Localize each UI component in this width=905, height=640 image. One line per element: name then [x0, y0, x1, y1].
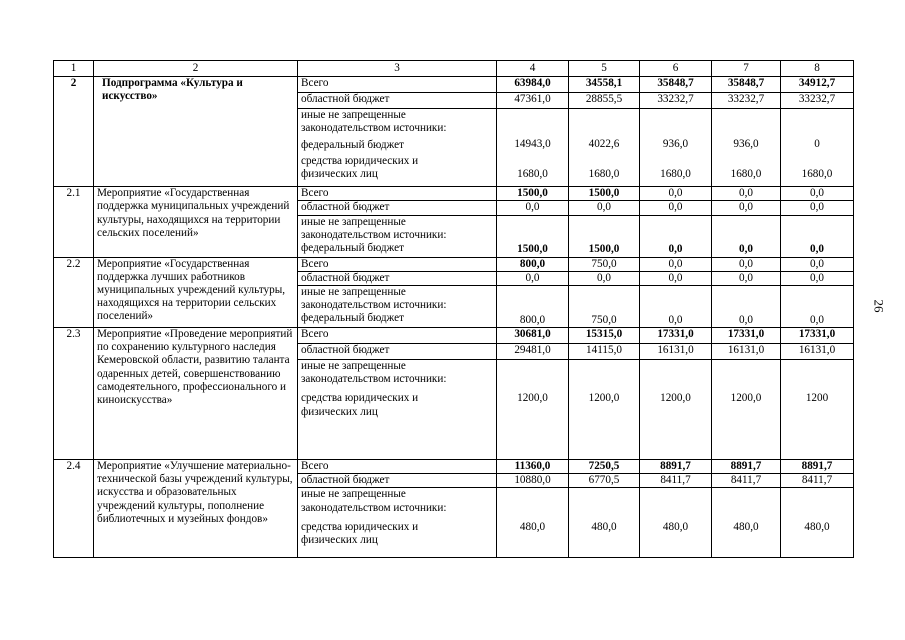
value-cell: 30681,0: [497, 328, 569, 344]
value-cell: 0,0: [569, 271, 640, 285]
value-cell: 750,0: [569, 286, 640, 328]
source-label: областной бюджет: [298, 93, 497, 109]
source-label: законодательством источники:: [301, 373, 447, 386]
source-label-group: [298, 215, 497, 257]
row-number: 2.1: [54, 187, 94, 257]
value-cell: 6770,5: [569, 474, 640, 488]
value-cell: 0,0: [497, 201, 569, 215]
value-cell: 800,0: [497, 257, 569, 271]
header-cell: 2: [94, 61, 298, 77]
source-label: иные не запрещенные: [301, 109, 406, 122]
row-number: 2: [54, 77, 94, 187]
value-cell: 0,0: [712, 187, 781, 201]
value-cell: 33232,7: [640, 93, 712, 109]
value-cell: 1680,0: [588, 168, 620, 181]
value-cell: 0,0: [781, 187, 854, 201]
table-row: [54, 257, 854, 271]
value-cell: 1680,0: [730, 168, 762, 181]
header-cell: 7: [712, 61, 781, 77]
value-cell: 8411,7: [781, 474, 854, 488]
value-cell: 1680,0: [801, 168, 833, 181]
value-cell: 0,0: [640, 257, 712, 271]
value-cell: 1500,0: [569, 215, 640, 257]
source-label: законодательством источники:: [301, 501, 447, 514]
value-cell: 47361,0: [497, 93, 569, 109]
value-cell: 0,0: [781, 215, 854, 257]
row-number: 2.3: [54, 328, 94, 460]
source-label: физических лиц: [301, 168, 378, 181]
value-cell: 1500,0: [497, 215, 569, 257]
value-cell: 0,0: [712, 201, 781, 215]
value-cell: 28855,5: [569, 93, 640, 109]
value-cell: 750,0: [569, 257, 640, 271]
value-cell: 480,0: [781, 488, 854, 558]
value-cell: 800,0: [497, 286, 569, 328]
value-cell: 0,0: [712, 271, 781, 285]
source-label: федеральный бюджет: [301, 242, 404, 255]
value-group: [712, 109, 781, 187]
source-label: законодательством источники:: [301, 122, 447, 135]
activity-name: Мероприятие «Улучшение материально-технической базы учреждений культуры, искусства и образовательных учреждений культуры, пополнение библиотечных и музейных фондов»: [94, 460, 298, 558]
value-cell: 0,0: [781, 286, 854, 328]
value-cell: 480,0: [712, 488, 781, 558]
value-group: [569, 109, 640, 187]
header-cell: 4: [497, 61, 569, 77]
value-cell: 0,0: [640, 286, 712, 328]
value-cell: 10880,0: [497, 474, 569, 488]
value-cell: 8891,7: [640, 460, 712, 474]
source-label: иные не запрещенные: [301, 488, 406, 501]
value-cell: 0,0: [640, 271, 712, 285]
value-cell: 0,0: [712, 215, 781, 257]
source-label-group: [298, 360, 497, 460]
source-label-group: [298, 109, 497, 187]
source-label: Всего: [298, 257, 497, 271]
header-cell: 8: [781, 61, 854, 77]
source-label: Всего: [298, 328, 497, 344]
source-label: законодательством источники:: [301, 299, 447, 312]
value-cell: 936,0: [662, 138, 689, 151]
value-group: [640, 109, 712, 187]
page-number: 26: [871, 299, 887, 313]
value-cell: 0,0: [497, 271, 569, 285]
value-cell: 480,0: [569, 488, 640, 558]
value-cell: 1200: [781, 360, 854, 460]
activity-name: Мероприятие «Государственная поддержка муниципальных учреждений культуры, находящихся на территории сельских поселений»: [94, 187, 298, 257]
value-cell: 35848,7: [712, 77, 781, 93]
value-cell: 1680,0: [660, 168, 691, 181]
source-label: иные не запрещенные: [301, 360, 406, 373]
table-row: [54, 187, 854, 201]
budget-table: [53, 60, 854, 558]
table-row: [54, 77, 854, 93]
value-cell: 480,0: [497, 488, 569, 558]
source-label: Всего: [298, 77, 497, 93]
value-cell: 0,0: [712, 286, 781, 328]
value-cell: 34558,1: [569, 77, 640, 93]
source-label: иные не запрещенные: [301, 286, 406, 299]
value-cell: 0,0: [640, 215, 712, 257]
value-cell: 17331,0: [781, 328, 854, 344]
value-cell: 0,0: [781, 271, 854, 285]
value-cell: 16131,0: [781, 344, 854, 360]
value-cell: 0: [814, 138, 820, 151]
value-cell: 0,0: [712, 257, 781, 271]
value-cell: 1200,0: [569, 360, 640, 460]
value-cell: 0,0: [640, 187, 712, 201]
value-cell: 0,0: [781, 201, 854, 215]
source-label: законодательством источники:: [301, 228, 447, 241]
value-cell: 1200,0: [712, 360, 781, 460]
source-label: областной бюджет: [298, 344, 497, 360]
value-cell: 17331,0: [640, 328, 712, 344]
row-number: 2.4: [54, 460, 94, 558]
source-label: Всего: [298, 460, 497, 474]
activity-name: Мероприятие «Проведение мероприятий по сохранению культурного наследия Кемеровской области, развитию таланта одаренных детей, совершенствованию самодеятельного, профессионального и киноискусства»: [94, 328, 298, 460]
value-cell: 0,0: [781, 257, 854, 271]
value-cell: 0,0: [640, 201, 712, 215]
value-cell: 1680,0: [517, 168, 548, 181]
value-cell: 14115,0: [569, 344, 640, 360]
activity-name: Мероприятие «Государственная поддержка лучших работников муниципальных учреждений культуры, находящихся на территории сельских поселений»: [94, 257, 298, 327]
value-cell: 63984,0: [497, 77, 569, 93]
value-cell: 16131,0: [640, 344, 712, 360]
table-row: [54, 460, 854, 474]
value-cell: 1200,0: [640, 360, 712, 460]
value-cell: 936,0: [733, 138, 759, 151]
source-label-group: [298, 488, 497, 558]
source-label: физических лиц: [301, 534, 378, 547]
header-cell: 3: [298, 61, 497, 77]
source-label: Всего: [298, 187, 497, 201]
value-group: [497, 109, 569, 187]
value-cell: 1500,0: [497, 187, 569, 201]
source-label-group: [298, 286, 497, 328]
source-label: физических лиц: [301, 405, 378, 418]
value-cell: 8891,7: [712, 460, 781, 474]
source-label: средства юридических и: [301, 154, 419, 167]
value-cell: 8411,7: [712, 474, 781, 488]
value-cell: 33232,7: [781, 93, 854, 109]
header-cell: 6: [640, 61, 712, 77]
source-label: областной бюджет: [298, 474, 497, 488]
value-cell: 8891,7: [781, 460, 854, 474]
value-cell: 1200,0: [497, 360, 569, 460]
value-cell: 11360,0: [497, 460, 569, 474]
header-cell: 1: [54, 61, 94, 77]
value-cell: 480,0: [640, 488, 712, 558]
value-cell: 0,0: [569, 201, 640, 215]
header-row: [54, 61, 854, 77]
value-cell: 4022,6: [588, 138, 620, 151]
value-cell: 15315,0: [569, 328, 640, 344]
value-cell: 35848,7: [640, 77, 712, 93]
value-cell: 16131,0: [712, 344, 781, 360]
value-cell: 33232,7: [712, 93, 781, 109]
source-label: федеральный бюджет: [301, 312, 404, 325]
header-cell: 5: [569, 61, 640, 77]
value-group: [781, 109, 854, 187]
value-cell: 7250,5: [569, 460, 640, 474]
source-label: иные не запрещенные: [301, 215, 406, 228]
source-label: средства юридических и: [301, 392, 419, 405]
program-name: Подпрограмма «Культура и искусство»: [94, 77, 298, 187]
table-row: [54, 328, 854, 344]
source-label: областной бюджет: [298, 201, 497, 215]
value-cell: 8411,7: [640, 474, 712, 488]
source-label: средства юридических и: [301, 520, 419, 533]
value-cell: 29481,0: [497, 344, 569, 360]
source-label: федеральный бюджет: [301, 138, 404, 151]
value-cell: 34912,7: [781, 77, 854, 93]
value-cell: 14943,0: [514, 138, 551, 151]
source-label: областной бюджет: [298, 271, 497, 285]
value-cell: 17331,0: [712, 328, 781, 344]
row-number: 2.2: [54, 257, 94, 327]
value-cell: 1500,0: [569, 187, 640, 201]
